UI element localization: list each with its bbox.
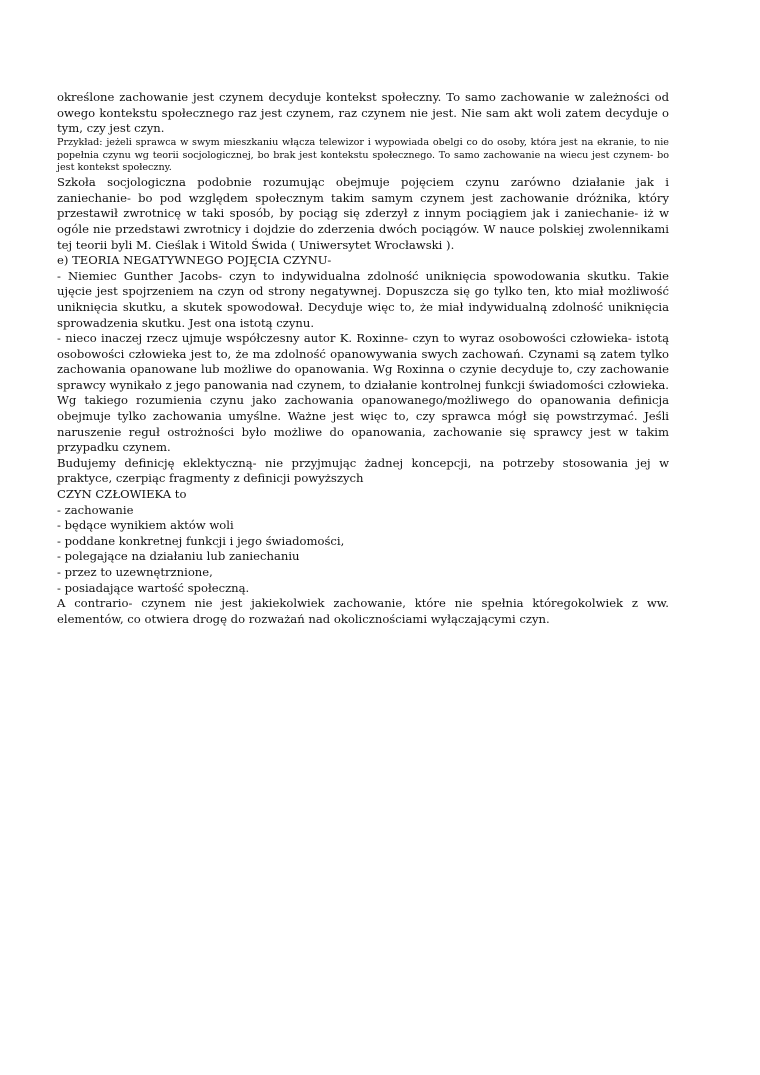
document-page [57,90,669,627]
list-item: - zachowanie [57,502,134,517]
list-item: - polegające na działaniu lub zaniechaniu [57,549,300,564]
definition-heading: CZYN CZŁOWIEKA to [57,487,187,502]
list-item: - będące wynikiem aktów woli [57,518,234,533]
list-item: - posiadające wartość społeczną. [57,580,250,595]
section-heading-negative-theory: e) TEORIA NEGATYWNEGO POJĘCIA CZYNU- [57,253,332,268]
example-note: Przykład: jeżeli sprawca w swym mieszkaniu włącza telewizor i wypowiada obelgi co do osoby, która jest na ekranie, to nie popełnia czynu wg teorii socjologicznej, bo brak jest kontekstu społecznego. To samo zachowanie na wiecu jest czynem- bo jest kontekst społeczny. [57,136,669,174]
paragraph-roxin: - nieco inaczej rzecz ujmuje współczesny autor K. Roxinne- czyn to wyraz osobowości człowieka- istotą osobowości człowieka jest to, że ma zdolność opanowywania swych zachowań. Czynami są zatem tylko zachowania opanowane lub możliwe do opanowania. Wg Roxinna o czynie decyduje to, czy zachowanie sprawcy wynikało z jego panowania nad czynem, to działanie kontrolnej funkcji świadomości człowieka. Wg takiego rozumienia czynu jako zachowania opanowanego/możliwego do opanowania definicja obejmuje tylko zachowania umyślne. Ważne jest więc to, czy sprawca mógł się powstrzymać. Jeśli naruszenie reguł ostrożności było możliwe do opanowania, zachowanie się sprawcy jest w takim przypadku czynem. [57,331,669,455]
list-item: - poddane konkretnej funkcji i jego świadomości, [57,533,345,548]
list-item: - przez to uzewnętrznione, [57,565,213,580]
paragraph-jacobs: - Niemiec Gunther Jacobs- czyn to indywidualna zdolność uniknięcia spowodowania skutku. Takie ujęcie jest spojrzeniem na czyn od strony negatywnej. Dopuszcza się go tylko ten, kto miał możliwość uniknięcia skutku, a skutek spowodował. Decyduje więc to, że miał indywidualną zdolność uniknięcia sprowadzenia skutku. Jest ona istotą czynu. [57,268,669,330]
paragraph-sociological-school: Szkoła socjologiczna podobnie rozumując obejmuje pojęciem czynu zarówno działanie jak i zaniechanie- bo pod względem społecznym takim samym czynem jest zachowanie dróżnika, który przestawił zwrotnicę w taki sposób, by pociąg się zderzył z innym pociągiem jak i zaniechanie- iż w ogóle nie przedstawi zwrotnicy i dojdzie do zderzenia dwóch pociągów. W nauce polskiej zwolennikami tej teorii byli M. Cieślak i Witold Świda ( Uniwersytet Wrocławski ). [57,175,669,252]
paragraph-social-context: określone zachowanie jest czynem decyduje kontekst społeczny. To samo zachowanie w zależności od owego kontekstu społecznego raz jest czynem, raz czynem nie jest. Nie sam akt woli zatem decyduje o tym, czy jest czyn. [57,90,669,136]
closing-paragraph: A contrario- czynem nie jest jakiekolwiek zachowanie, które nie spełnia któregokolwiek z ww. elementów, co otwiera drogę do rozważań nad okolicznościami wyłączającymi czyn. [57,596,669,626]
paragraph-eclectic-definition: Budujemy definicję eklektyczną- nie przyjmując żadnej koncepcji, na potrzeby stosowania jej w praktyce, czerpiąc fragmenty z definicji powyższych [57,455,669,486]
